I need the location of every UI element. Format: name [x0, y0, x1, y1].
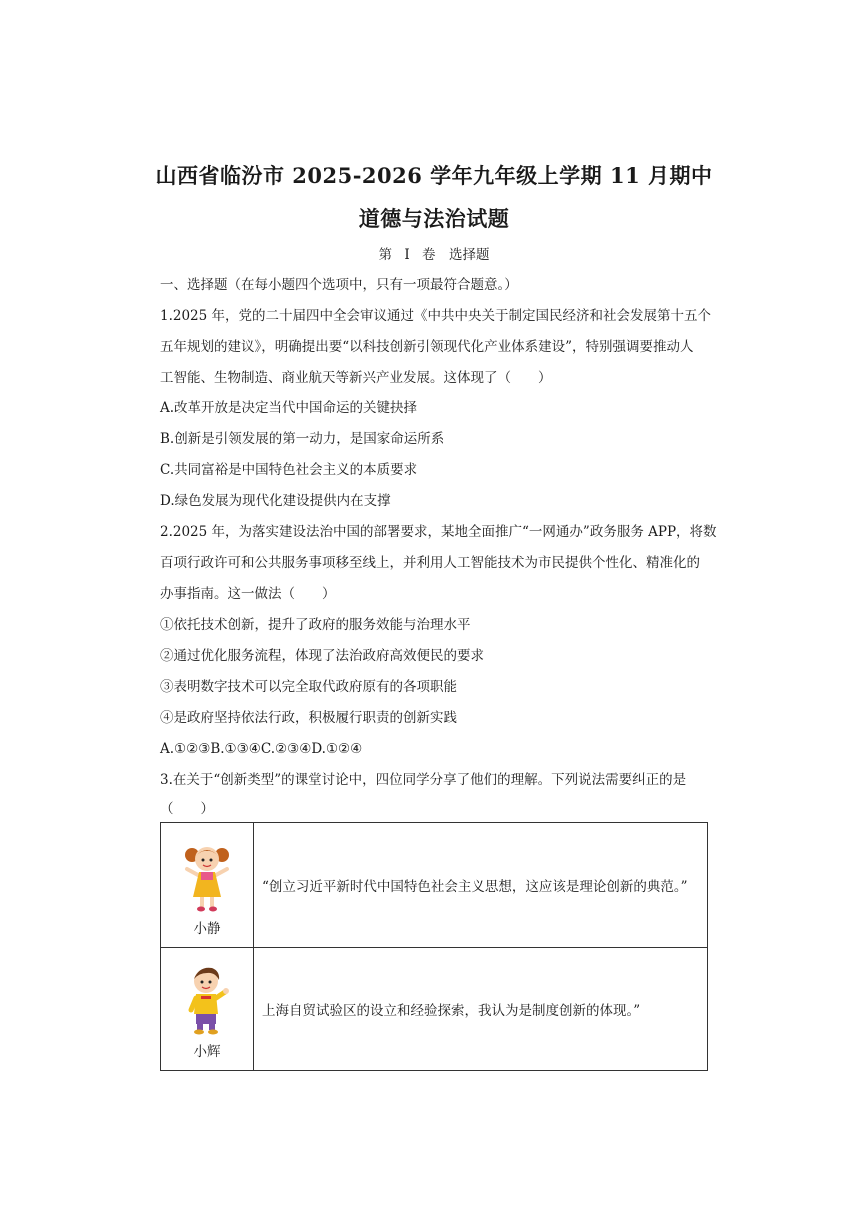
student-quote: 上海自贸试验区的设立和经验探索，我认为是制度创新的体现。”	[254, 948, 708, 1071]
q2-statement-2: ②通过优化服务流程，体现了法治政府高效便民的要求	[160, 648, 484, 664]
q1-stem-line: 五年规划的建议》，明确提出要“以科技创新引领现代化产业体系建设”，特别强调要推动人	[160, 339, 694, 355]
q1-option-a: A.改革开放是决定当代中国命运的关键抉择	[160, 400, 418, 416]
student-name: 小静	[193, 921, 221, 937]
table-row	[161, 823, 708, 948]
student-quote: “创立习近平新时代中国特色社会主义思想，这应该是理论创新的典范。”	[254, 823, 708, 948]
q3-stem-line: 3.在关于“创新类型”的课堂讨论中，四位同学分享了他们的理解。下列说法需要纠正的是	[160, 772, 687, 788]
table-row	[161, 948, 708, 1071]
q2-stem-line: 百项行政许可和公共服务事项移至线上，并利用人工智能技术为市民提供个性化、精准化的	[160, 555, 700, 571]
q2-statement-3: ③表明数字技术可以完全取代政府原有的各项职能	[160, 679, 457, 695]
q1-stem-line: 工智能、生物制造、商业航天等新兴产业发展。这体现了（ ）	[160, 370, 552, 386]
q2-stem-line: 2.2025 年，为落实建设法治中国的部署要求，某地全面推广“一网通办”政务服务 APP，将数	[160, 524, 717, 540]
q2-statement-1: ①依托技术创新，提升了政府的服务效能与治理水平	[160, 617, 471, 633]
q2-stem-line: 办事指南。这一做法（ ）	[160, 586, 336, 602]
q1-stem-line: 1.2025 年，党的二十届四中全会审议通过《中共中央关于制定国民经济和社会发展第十五个	[160, 308, 712, 324]
exam-title-line1: 山西省临汾市 2025-2026 学年九年级上学期 11 月期中	[155, 163, 713, 188]
volume-label: 第 I 卷 选择题	[378, 247, 490, 263]
exam-title-line2: 道德与法治试题	[358, 206, 510, 231]
section-heading: 一、选择题（在每小题四个选项中，只有一项最符合题意。）	[160, 277, 518, 293]
student-cell	[161, 823, 254, 948]
q1-option-c: C.共同富裕是中国特色社会主义的本质要求	[160, 462, 418, 478]
student-name: 小辉	[193, 1044, 221, 1060]
q1-option-b: B.创新是引领发展的第一动力，是国家命运所系	[160, 431, 445, 447]
boy-cartoon-icon	[179, 962, 235, 1036]
q2-options: A.①②③B.①③④C.②③④D.①②④	[160, 741, 363, 757]
student-cell	[161, 948, 254, 1071]
q1-option-d: D.绿色发展为现代化建设提供内在支撑	[160, 493, 391, 509]
girl-cartoon-icon	[179, 839, 235, 913]
q3-opinion-table	[160, 822, 708, 1071]
q3-stem-line: （ ）	[160, 801, 214, 817]
q2-statement-4: ④是政府坚持依法行政，积极履行职责的创新实践	[160, 710, 457, 726]
